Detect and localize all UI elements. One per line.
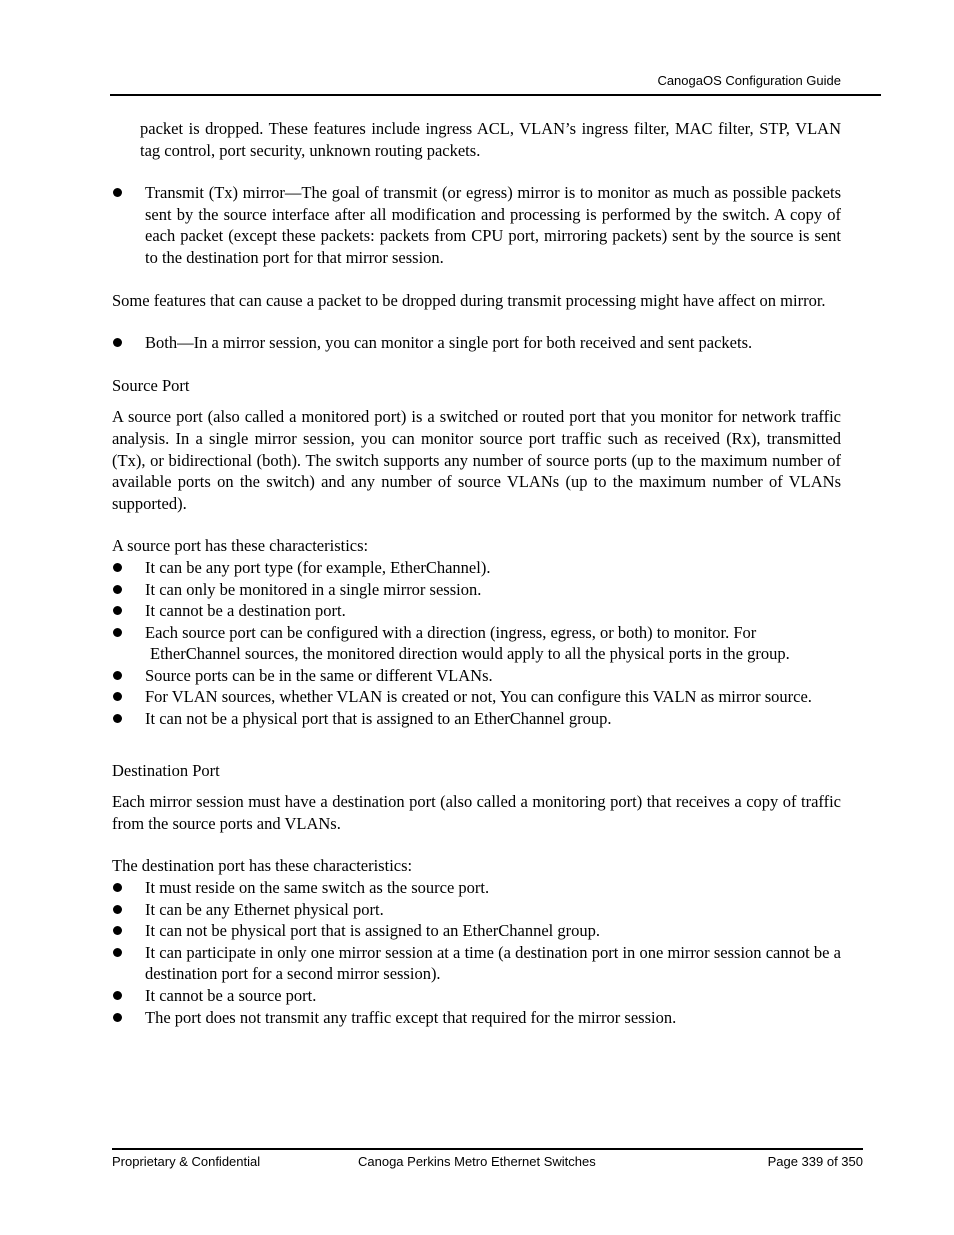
bullet-text: It can not be a physical port that is assigned to an EtherChannel group.	[145, 709, 612, 729]
bullet-text: Source ports can be in the same or different VLANs.	[145, 665, 493, 685]
bullet-icon	[113, 905, 122, 914]
list-item	[112, 1007, 841, 1029]
bullet-icon	[113, 883, 122, 892]
bullet-icon	[113, 628, 122, 637]
list-item	[112, 686, 841, 708]
both-bullet	[112, 332, 841, 354]
bullet-text: For VLAN sources, whether VLAN is created or not, You can configure this VALN as mirror source.	[145, 687, 812, 707]
bullet-icon	[113, 585, 122, 594]
bullet-icon	[113, 926, 122, 935]
bullet-icon	[113, 948, 122, 957]
header-rule	[110, 94, 881, 96]
list-item	[112, 708, 841, 730]
bullet-text: Each source port can be configured with a direction (ingress, egress, or both) to monitor. For	[145, 622, 757, 642]
footer-left: Proprietary & Confidential	[112, 1154, 261, 1169]
bullet-text: The port does not transmit any traffic except that required for the mirror session.	[145, 1007, 677, 1027]
bullet-icon	[113, 1013, 122, 1022]
bullet-text: It can participate in only one mirror session at a time (a destination port in one mirror session cannot be a destination port for a second mirror session).	[145, 942, 841, 984]
bullet-text: It must reside on the same switch as the source port.	[145, 878, 490, 898]
list-item	[112, 942, 841, 985]
bullet-text: It can be any Ethernet physical port.	[145, 899, 384, 919]
running-header: CanogaOS Configuration Guide	[657, 73, 841, 88]
bullet-text: Transmit (Tx) mirror—The goal of transmit (or egress) mirror is to monitor as much as possible packets sent by the source interface after all modification and processing is performed by the switch. A copy of each packet (except these packets: packets from CPU port, mirroring packets) sent by the source is sent to the destination port for that mirror session.	[145, 183, 841, 267]
bullet-icon	[113, 714, 122, 723]
bullet-icon	[113, 671, 122, 680]
list-item	[112, 622, 841, 644]
destination-port-heading: Destination Port	[112, 760, 220, 780]
bullet-text: It cannot be a destination port.	[145, 601, 346, 621]
list-item	[112, 920, 841, 942]
bullet-icon	[113, 606, 122, 615]
bullet-text: EtherChannel sources, the monitored direction would apply to all the physical ports in the group.	[150, 644, 790, 664]
list-item	[112, 557, 841, 579]
bullet-icon	[113, 692, 122, 701]
source-intro: A source port has these characteristics:	[112, 536, 369, 556]
footer-rule	[112, 1148, 863, 1150]
destination-port-paragraph: Each mirror session must have a destination port (also called a monitoring port) that receives a copy of traffic from the source ports and VLANs.	[112, 792, 841, 833]
bullet-icon	[113, 188, 122, 197]
page-body	[112, 118, 841, 1028]
list-item-continued	[112, 643, 841, 665]
continued-paragraph: packet is dropped. These features include ingress ACL, VLAN’s ingress filter, MAC filter, STP, VLAN tag control, port security, unknown routing packets.	[140, 119, 841, 160]
paragraph-features: Some features that can cause a packet to be dropped during transmit processing might have affect on mirror.	[112, 290, 826, 310]
source-port-paragraph: A source port (also called a monitored port) is a switched or routed port that you monitor for network traffic analysis. In a single mirror session, you can monitor source port traffic such as received (Rx), transmitted (Tx), or bidirectional (both). The switch supports any number of source ports (up to the maximum number of available ports on the switch) and any number of source VLANs (up to the maximum number of VLANs supported).	[112, 407, 841, 513]
bullet-text: It can only be monitored in a single mirror session.	[145, 579, 482, 599]
list-item	[112, 877, 841, 899]
tx-mirror-bullet	[112, 182, 841, 268]
footer-page-number: Page 339 of 350	[767, 1154, 863, 1169]
bullet-text: It cannot be a source port.	[145, 986, 317, 1005]
bullet-text: Both—In a mirror session, you can monitor a single port for both received and sent packets.	[145, 333, 753, 353]
footer-center: Canoga Perkins Metro Ethernet Switches	[358, 1154, 596, 1169]
list-item	[112, 899, 841, 921]
list-item	[112, 665, 841, 687]
bullet-icon	[113, 563, 122, 572]
bullet-icon	[113, 338, 122, 347]
source-port-heading: Source Port	[112, 375, 190, 395]
list-item	[112, 985, 841, 1007]
bullet-text: It can be any port type (for example, EtherChannel).	[145, 557, 491, 577]
bullet-text: It can not be physical port that is assigned to an EtherChannel group.	[145, 921, 601, 941]
destination-intro: The destination port has these characteristics:	[112, 856, 413, 876]
bullet-icon	[113, 991, 122, 1000]
list-item	[112, 579, 841, 601]
list-item	[112, 600, 841, 622]
